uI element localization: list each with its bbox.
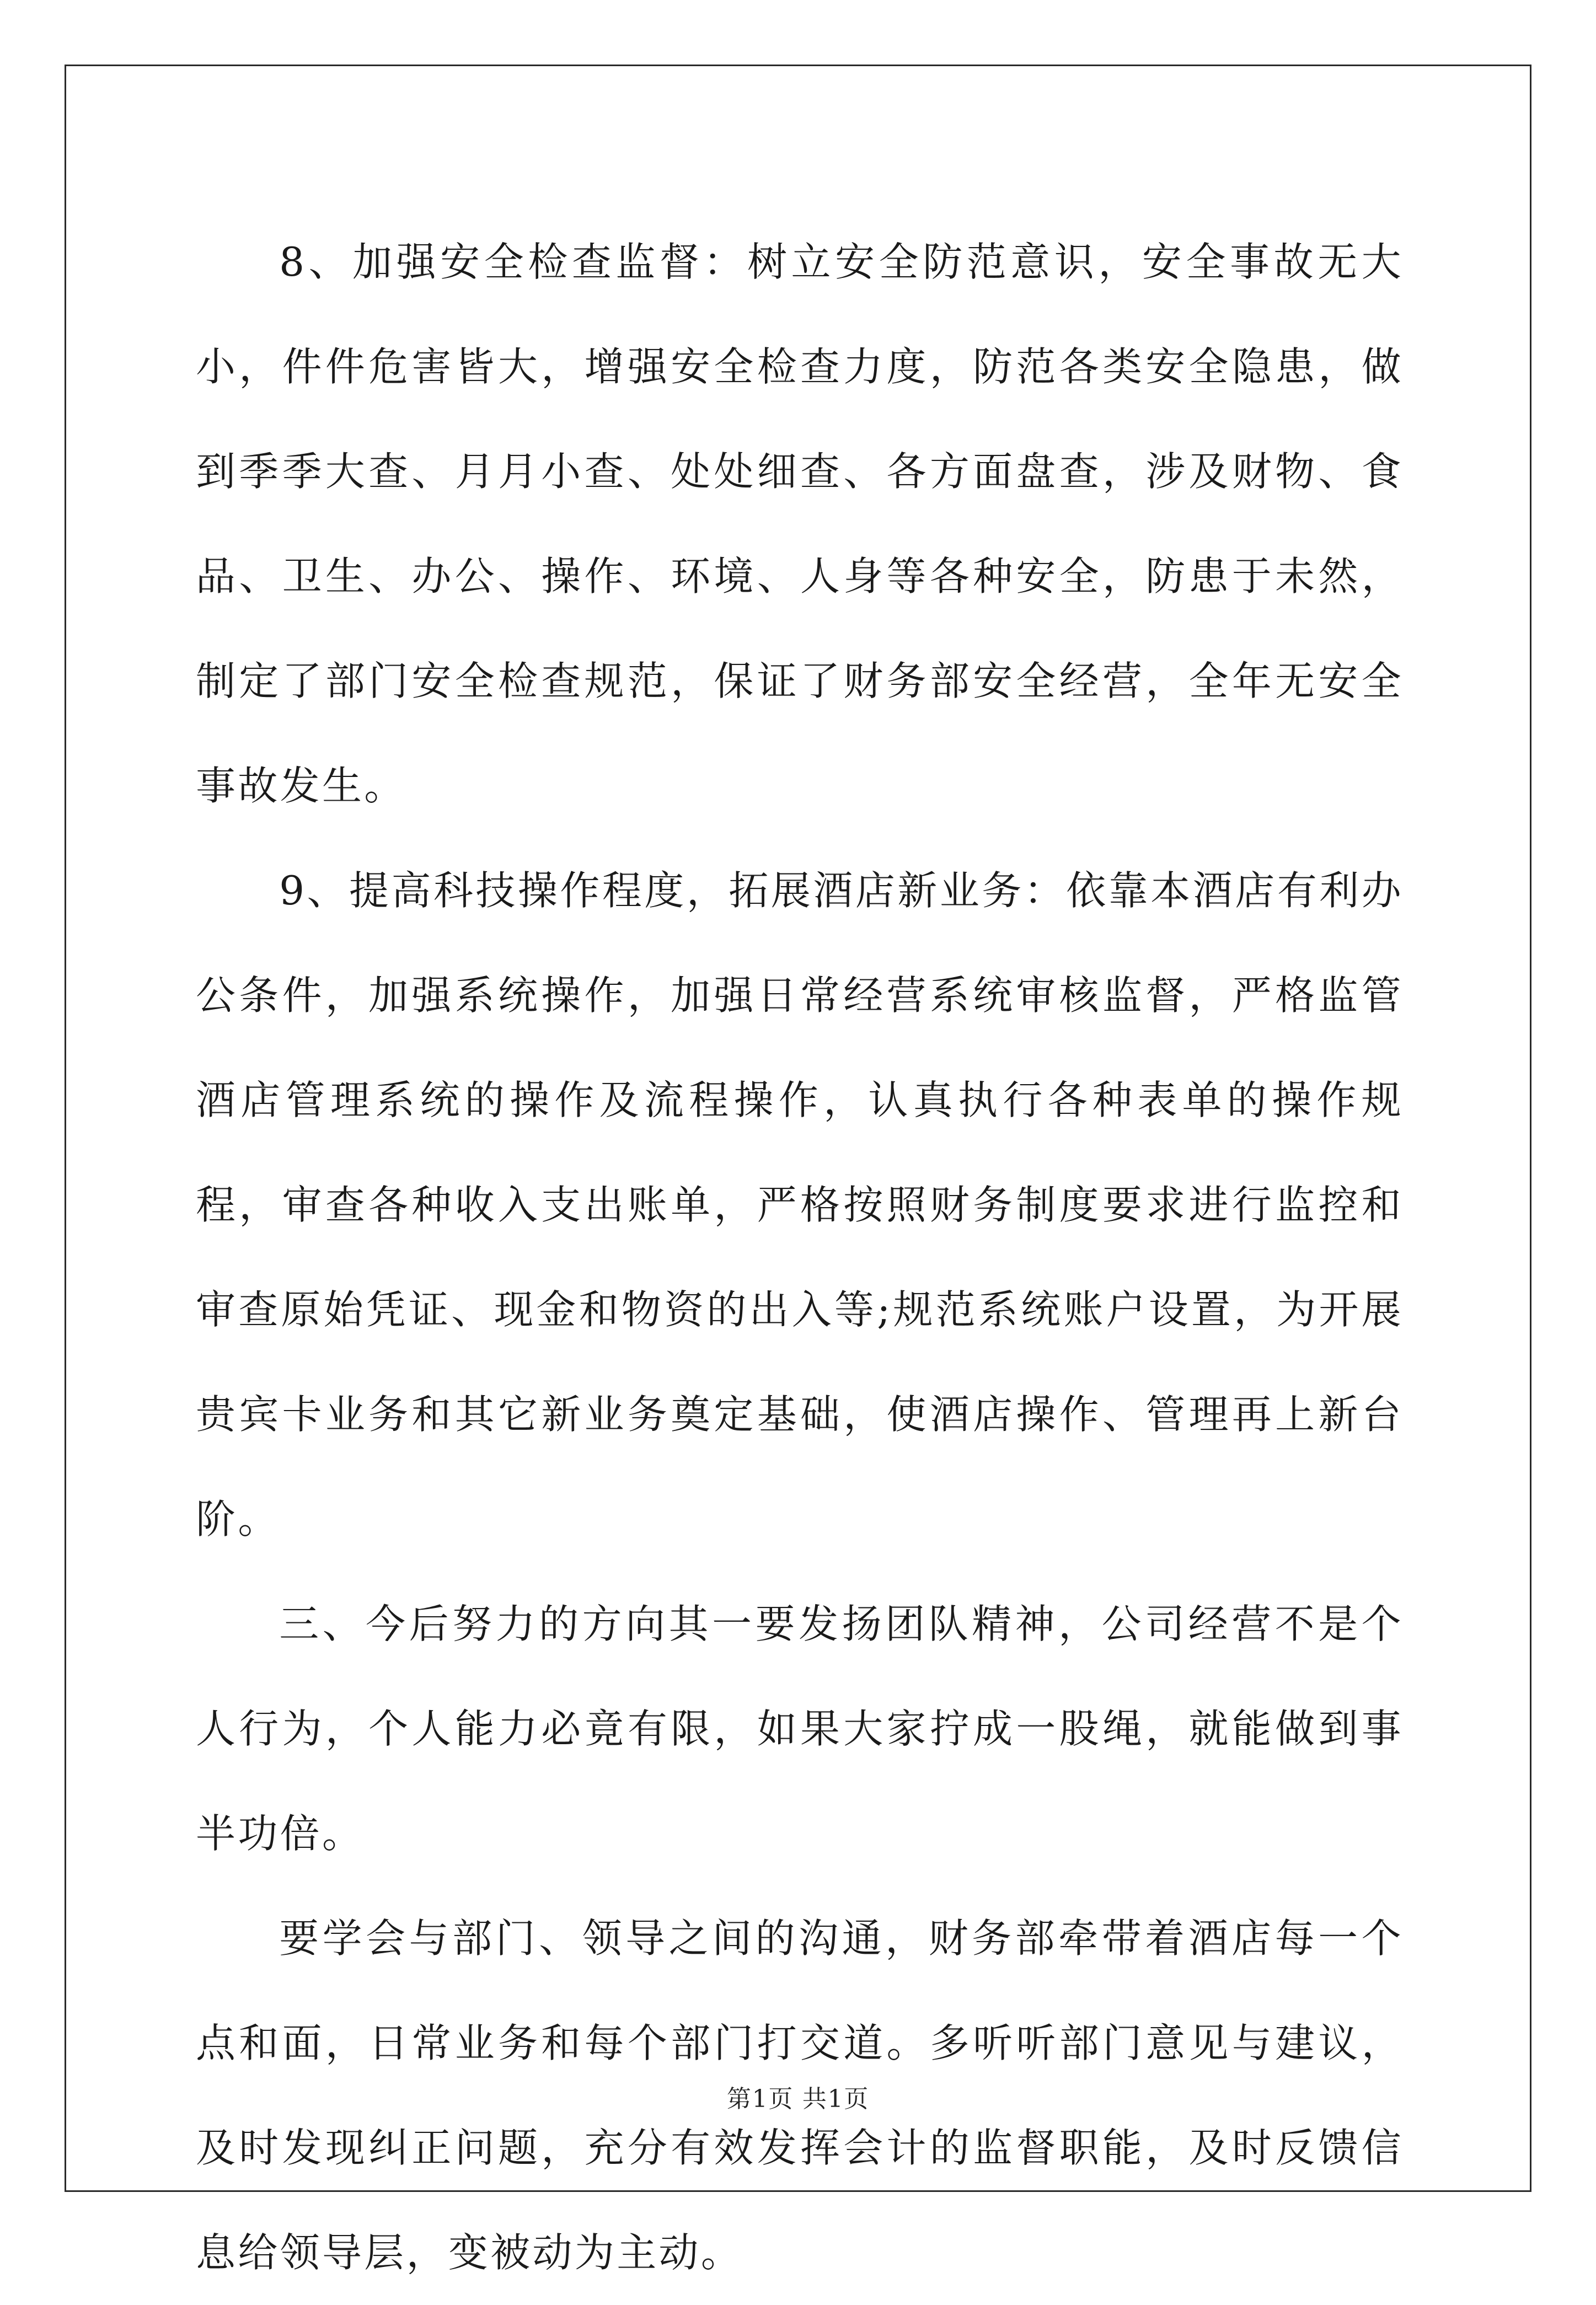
- paragraph-9-technology-operations: 9、提高科技操作程度，拓展酒店新业务：依靠本酒店有利办公条件，加强系统操作，加强日常经营系统审核监督，严格监管酒店管理系统的操作及流程操作，认真执行各种表单的操作规程，审查各种收入支出账单，严格按照财务制度要求进行监控和审查原始凭证、现金和物资的出入等;规范系统账户设置，为开展贵宾卡业务和其它新业务奠定基础，使酒店操作、管理再上新台阶。: [196, 867, 1404, 1542]
- paragraph-8-safety-inspection: 8、加强安全检查监督：树立安全防范意识，安全事故无大小，件件危害皆大，增强安全检查力度，防范各类安全隐患，做到季季大查、月月小查、处处细查、各方面盘查，涉及财物、食品、卫生、办公、操作、环境、人身等各种安全，防患于未然，制定了部门安全检查规范，保证了财务部安全经营，全年无安全事故发生。: [196, 239, 1404, 809]
- paragraph-communication: 要学会与部门、领导之间的沟通，财务部牵带着酒店每一个点和面，日常业务和每个部门打交道。多听听部门意见与建议，及时发现纠正问题，充分有效发挥会计的监督职能，及时反馈信息给领导层，变被动为主动。: [196, 1915, 1404, 2276]
- document-body: [196, 210, 1404, 2305]
- page-number-footer: 第1页 共1页: [726, 2085, 870, 2113]
- paragraph-section-3-future-direction: 三、今后努力的方向其一要发扬团队精神，公司经营不是个人行为，个人能力必竟有限，如果大家拧成一股绳，就能做到事半功倍。: [196, 1601, 1404, 1857]
